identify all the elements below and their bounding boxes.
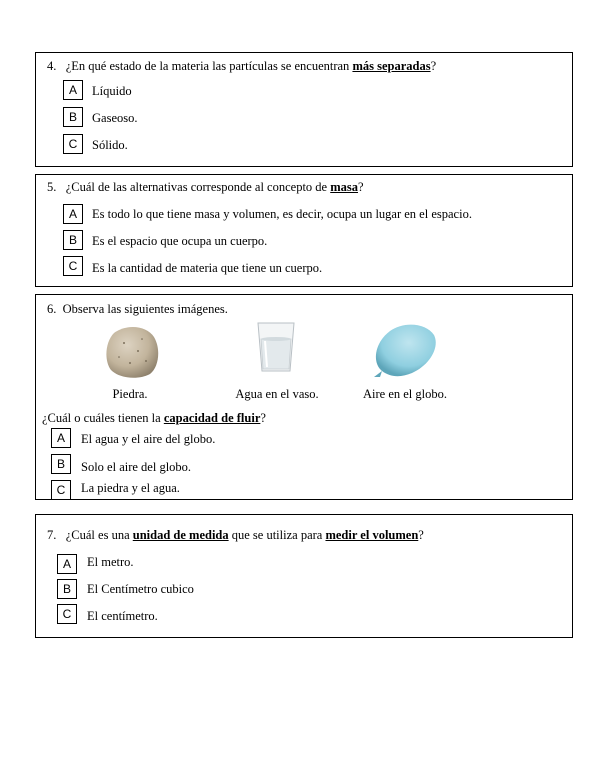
caption-water: Agua en el vaso. xyxy=(235,387,319,401)
option-7c-checkbox[interactable]: C xyxy=(57,604,77,624)
option-7a-text: El metro. xyxy=(87,555,134,569)
option-4b-text: Gaseoso. xyxy=(92,111,138,125)
question-4 xyxy=(35,52,573,167)
option-7c-text: El centímetro. xyxy=(87,609,158,623)
option-5c-checkbox[interactable]: C xyxy=(63,256,83,276)
option-5a-text: Es todo lo que tiene masa y volumen, es decir, ocupa un lugar en el espacio. xyxy=(92,207,472,221)
stone-icon xyxy=(104,325,160,379)
option-4c-checkbox[interactable]: C xyxy=(63,134,83,154)
option-7a-checkbox[interactable]: A xyxy=(57,554,77,574)
option-6a-checkbox[interactable]: A xyxy=(51,428,71,448)
option-7b-checkbox[interactable]: B xyxy=(57,579,77,599)
option-5c-text: Es la cantidad de materia que tiene un cuerpo. xyxy=(92,261,323,275)
question-7-text: 7. ¿Cuál es una unidad de medida que se utiliza para medir el volumen? xyxy=(47,528,424,542)
option-7b-text: El Centímetro cubico xyxy=(87,582,194,596)
option-4a-text: Líquido xyxy=(92,84,132,98)
option-5a-checkbox[interactable]: A xyxy=(63,204,83,224)
question-5 xyxy=(35,174,573,287)
question-6 xyxy=(35,294,573,500)
option-6c-text: La piedra y el agua. xyxy=(81,481,180,495)
water-glass-icon xyxy=(254,321,298,373)
option-6b-checkbox[interactable]: B xyxy=(51,454,71,474)
question-4-text: 4. ¿En qué estado de la materia las partículas se encuentran más separadas? xyxy=(47,59,437,73)
caption-balloon: Aire en el globo. xyxy=(362,387,447,401)
option-6b-text: Solo el aire del globo. xyxy=(81,460,192,474)
question-6-intro: 6. Observa las siguientes imágenes. xyxy=(47,302,228,316)
caption-stone: Piedra. xyxy=(112,387,148,401)
option-5b-text: Es el espacio que ocupa un cuerpo. xyxy=(92,234,268,248)
option-5b-checkbox[interactable]: B xyxy=(63,230,83,250)
option-6a-text: El agua y el aire del globo. xyxy=(81,432,216,446)
option-4c-text: Sólido. xyxy=(92,138,128,152)
question-6-text: ¿Cuál o cuáles tienen la capacidad de fluir? xyxy=(42,411,266,425)
question-7 xyxy=(35,514,573,638)
question-5-text: 5. ¿Cuál de las alternativas corresponde al concepto de masa? xyxy=(47,180,364,194)
option-4a-checkbox[interactable]: A xyxy=(63,80,83,100)
option-4b-checkbox[interactable]: B xyxy=(63,107,83,127)
option-6c-checkbox[interactable]: C xyxy=(51,480,71,500)
balloon-icon xyxy=(368,321,442,381)
